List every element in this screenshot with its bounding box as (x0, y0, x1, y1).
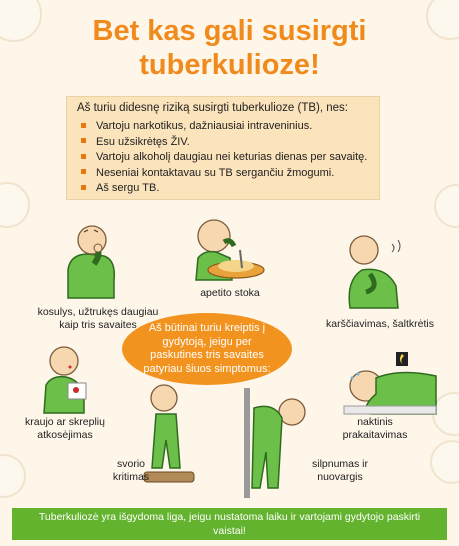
bullet-icon (81, 185, 86, 190)
page-title (0, 14, 459, 82)
symptom-appetite-caption: apetito stoka (200, 287, 260, 299)
symptom-weakness-caption: silpnumas ir nuovargis (311, 458, 369, 483)
bullet-icon (81, 154, 86, 159)
risk-item: Vartoju alkoholį daugiau nei keturias dienas per savaitę. (81, 150, 367, 166)
night-sweats-man-illustration (340, 348, 440, 418)
center-message: Aš būtinai turiu kreiptis į gydytoją, jeigu per paskutines tris savaites patyriau šiuos simptomus: (143, 322, 271, 375)
center-message-oval (122, 313, 292, 385)
symptom-sweats-caption: naktinis prakaitavimas (342, 416, 408, 441)
no-appetite-man-illustration (190, 210, 270, 280)
risk-item: Aš sergu TB. (81, 181, 367, 197)
title-line-1: Bet kas gali susirgti (92, 15, 367, 47)
decorative-circle (430, 440, 459, 484)
coughing-man-illustration (56, 220, 126, 300)
bottom-message: Tuberkuliozė yra išgydoma liga, jeigu nustatoma laiku ir vartojami gydytojo paskirti vaistai! (38, 511, 421, 537)
risk-list (81, 119, 367, 197)
symptom-cough-caption: kosulys, užtrukęs daugiau kaip tris savaites (37, 306, 159, 331)
symptom-weight-caption: svorio kritimas (112, 458, 150, 483)
decorative-circle (0, 182, 30, 228)
risk-intro: Aš turiu didesnę riziką susirgti tuberkulioze (TB), nes: (77, 102, 348, 114)
bullet-icon (81, 138, 86, 143)
risk-item: Esu užsikrėtęs ŽIV. (81, 135, 367, 151)
bullet-icon (81, 169, 86, 174)
risk-item: Vartoju narkotikus, dažniausiai intraveninius. (81, 119, 367, 135)
symptom-blood-caption: kraujo ar skreplių atkosėjimas (25, 416, 105, 441)
blood-cough-man-illustration (38, 345, 98, 415)
risk-item: Neseniai kontaktavau su TB sergančiu žmogumi. (81, 166, 367, 182)
weakness-man-illustration (238, 388, 318, 503)
bottom-message-banner (12, 508, 447, 540)
bullet-icon (81, 123, 86, 128)
risk-factors-box (66, 96, 380, 200)
fever-man-illustration (340, 230, 410, 310)
decorative-circle (0, 454, 26, 498)
title-line-2: tuberkulioze! (139, 49, 320, 81)
symptom-fever-caption: karščiavimas, šaltkrėtis (326, 318, 434, 330)
decorative-circle (434, 184, 459, 228)
